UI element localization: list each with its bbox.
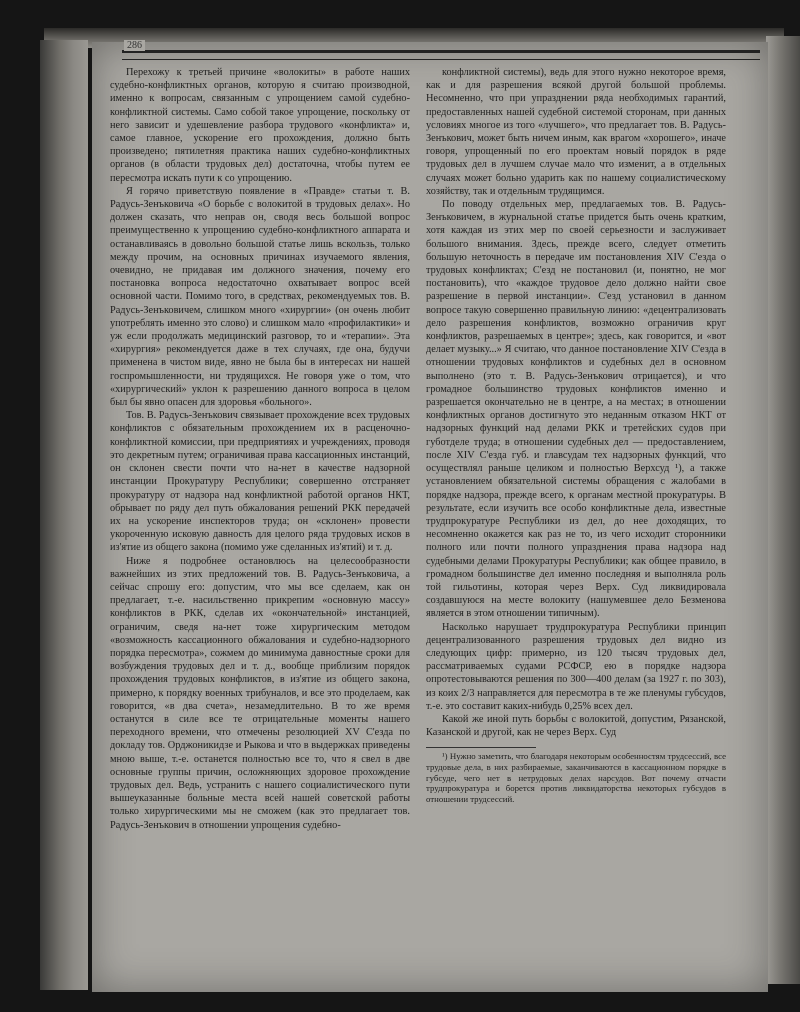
book-page: [92, 42, 768, 992]
left-column: [110, 66, 410, 832]
book-left-edge: [40, 40, 88, 990]
paragraph: Я горячо приветствую появление в «Правде» статьи т. В. Радусь-Зенъковича «О борьбе с волокитой в трудовых делах». Но должен сказать, что неправ он, сводя весь большой вопрос преимущественно к упрощению судебно-конфликтного аппарата и останавливаясь в довольно большой статье лишь вскользь, только между прочим, на основных причинах изучаемого явления, очевидно, не придавая им должного значения, почему его постановка вопроса недостаточно охватывает вопрос всей основной части. Помимо того, в средствах, рекомендуемых тов. В. Радусь-Зенъковичем, слишком много «хирургии» (он очень любит употреблять именно это слово) и слишком мало «профилактики» и уж если продолжать медицинский разговор, то и «терапии». Эта «хирургия» рекомендуется даже в тех случаях, где она, будучи применена в чистом виде, явно не была бы в интересах ни нашей госпромышленности, ни трудящихся. Не говоря уже о том, что «хирургический» уклон к разрешению данного вопроса в целом был бы явно опасен для здоровья «больного».: [110, 185, 410, 409]
paragraph: Ниже я подробнее остановлюсь на целесообразности важнейших из этих предложений тов. В. Радусь-Зенъковича, а сейчас спрошу его: допустим, что мы все сделаем, как он предлагает, т.-е. насильственно прикрепим «основную массу» конфликтов в РКК, сделав их «окончательной» инстанцией, ограничим, сведя на-нет тоже хирургическим методом «возможность кассационного обжалования и судебно-надзорного порядка пересмотра», сожмем до минимума давностные сроки для возбуждения трудовых дел и т. д., вообще приблизим порядок прохождения трудовых конфликтов, в из'ятие из общего закона, примерно, к порядку военных трибуналов, и все это проделаем, как говорится, «в два счета», незамедлительно. В то же время останутся в силе все те отрицательные моменты нашего переходного времени, что отмечены резолюцией XV С'езда по докладу тов. Орджоникидзе и Рыкова и что в выдержках приведены мною выше, т.-е. останется полностью все то, что я свел в две основные группы причин, осложняющих здоровое прохождение трудовых дел. Ведь, устранить с нашего социалистического пути вышеуказанные больные места всей нашей советской работы только хирургическими мы не сможем (как это предлагает тов. Радусь-Зенъкович в отношении упрощения судебно-: [110, 555, 410, 831]
footnote: ¹) Нужно заметить, что благодаря некоторым особенностям трудсессий, все трудовые дела, в них разбираемые, заканчиваются в кассационном порядке в губсуде, чего нет в нетрудовых делах нарсудов. Вот почему отчасти трудпрокуратура и борется против ликвидаторства некоторых губсудов в отношении трудсессий.: [426, 751, 726, 804]
paragraph: Какой же иной путь борьбы с волокитой, допустим, Рязанской, Казанской и другой, как не через Верх. Суд: [426, 713, 726, 739]
header-rule: [122, 50, 760, 60]
page-number: 286: [124, 40, 145, 51]
right-column: [426, 66, 726, 804]
footnote-rule: [426, 747, 536, 748]
paragraph: Перехожу к третьей причине «волокиты» в работе наших судебно-конфликтных органов, которую я считаю производной, именно к вопросам, связанным с упрощением самой судебно-конфликтной системы. Само собой такое упрощение, поскольку от него зависит и удешевление разбора трудового «конфликта» и, самое главное, ускорение его прохождения, должно быть произведено; пятилетняя практика наших судебно-конфликтных органов (в области трудовых дел) достаточна, чтобы путем ее пересмотра искать пути к со упрощению.: [110, 67, 410, 184]
book-right-edge: [766, 36, 800, 984]
paragraph: конфликтной системы), ведь для этого нужно некоторое время, как и для разрешения всякой другой большой проблемы. Несомненно, что при упразднении ряда необходимых гарантий, предоставленных нашей судебной системой сторонам, при данных условиях многое из того «лучшего», что предлагает тов. В. Радусь-Зенъкович, может быть ничем иным, как врагом «хорошего», иначе говоря, упрощенный по его проектам новый порядок в ряде трудовых дел в лучшем случае мало что изменит, а в отдельных случаях может больно ударить как по нашему социалистическому хозяйству, так и отдельным трудящимся.: [426, 67, 726, 197]
paragraph: Насколько нарушает трудпрокуратура Республики принцип децентрализованного разрешения трудовых дел видно из следующих цифр: примерно, из 120 тысяч трудовых дел, рассматриваемых судами РСФСР, ею в порядке надзора опротестовываются решения по 300—400 делам (за 1927 г. по 303), из коих 2/3 направляется для пересмотра в те же пленумы губсудов, т.-е. это составит каких-нибудь 0,25% всех дел.: [426, 621, 726, 712]
paragraph: Тов. В. Радусь-Зенъкович связывает прохождение всех трудовых конфликтов с обязательным прохождением их в расценочно-конфликтной комиссии, при предприятиях и учреждениях, проводя это декретным путем; ограничивая права кассационных инстанций, он склонен свести почти что на-нет в качестве надзорной инстанции Прокуратуру Республики; совершенно отстраняет прокуратуру от надзора над конфликтной работой органов НКТ, обрывает по ряду дел путь обжалования решений РКК передачей их на ускорение инспекторов труда; он «склонен» провести укороченную исковую давность для целого ряда трудовых исков в из'ятие из общего закона (помимо уже сделанных из'ятий) и т. д.: [110, 410, 410, 554]
paragraph: По поводу отдельных мер, предлагаемых тов. В. Радусь-Зенъковичем, в журнальной статье придется быть очень кратким, хотя каждая из этих мер по своей серьезности и заслуживает большого внимания. Здесь, прежде всего, следует отметить большую неточность в передаче им постановления XIV С'езда о трудовых конфликтах; С'езд не постановил (и, понятно, не мог постановить), что «каждое трудовое дело должно найти свое разрешение в первой инстанции». С'езд установил в данном вопросе такую совершенно правильную линию: «децентрализовать дело разрешения конфликтов, возможно ограничив круг конфликтов, разрешаемых в центре»; здесь, как говорится, и «вот делает музыку...» Я считаю, что данное постановление XIV С'езда в отношении трудовых конфликтов и судебных дел в основном выполнено (это т. В. Радусь-Зенъкович отрицается), и что громадное большинство трудовых конфликтов именно и разрешается окончательно не в центре, а на местах; в отношении конфликтных органов достигнуто это неданным отказом НКТ от надзорных функций над делами РКК и третейских судов при губотделе труда; в отношении судебных дел — предоставлением, после XIV С'езда губ. и главсудам тех надзорных функций, что осуществлял раньше целиком и полностью Верхсуд ¹), а также установлением обязательной системы обращения с жалобами в порядке надзора, прежде всего, к органам местной прокуратуры. В результате, если изучить все особо конфликтные дела, известные трудпрокуратуре Республики из дел, до нее доходящих, то несомненно окажется как раз не то, из чего исходит сторонники полного или почти полного упразднения права надзора над судебными делами Прокуратуры Республики; как общее правило, в громадном большинстве дел именно последняя и выполняла роль той гильотины, которая через Верх. Суд ликвидировала создавшуюся на месте волокиту (нашумевшее дело Безменова является в этом отношении типичным).: [426, 199, 726, 620]
